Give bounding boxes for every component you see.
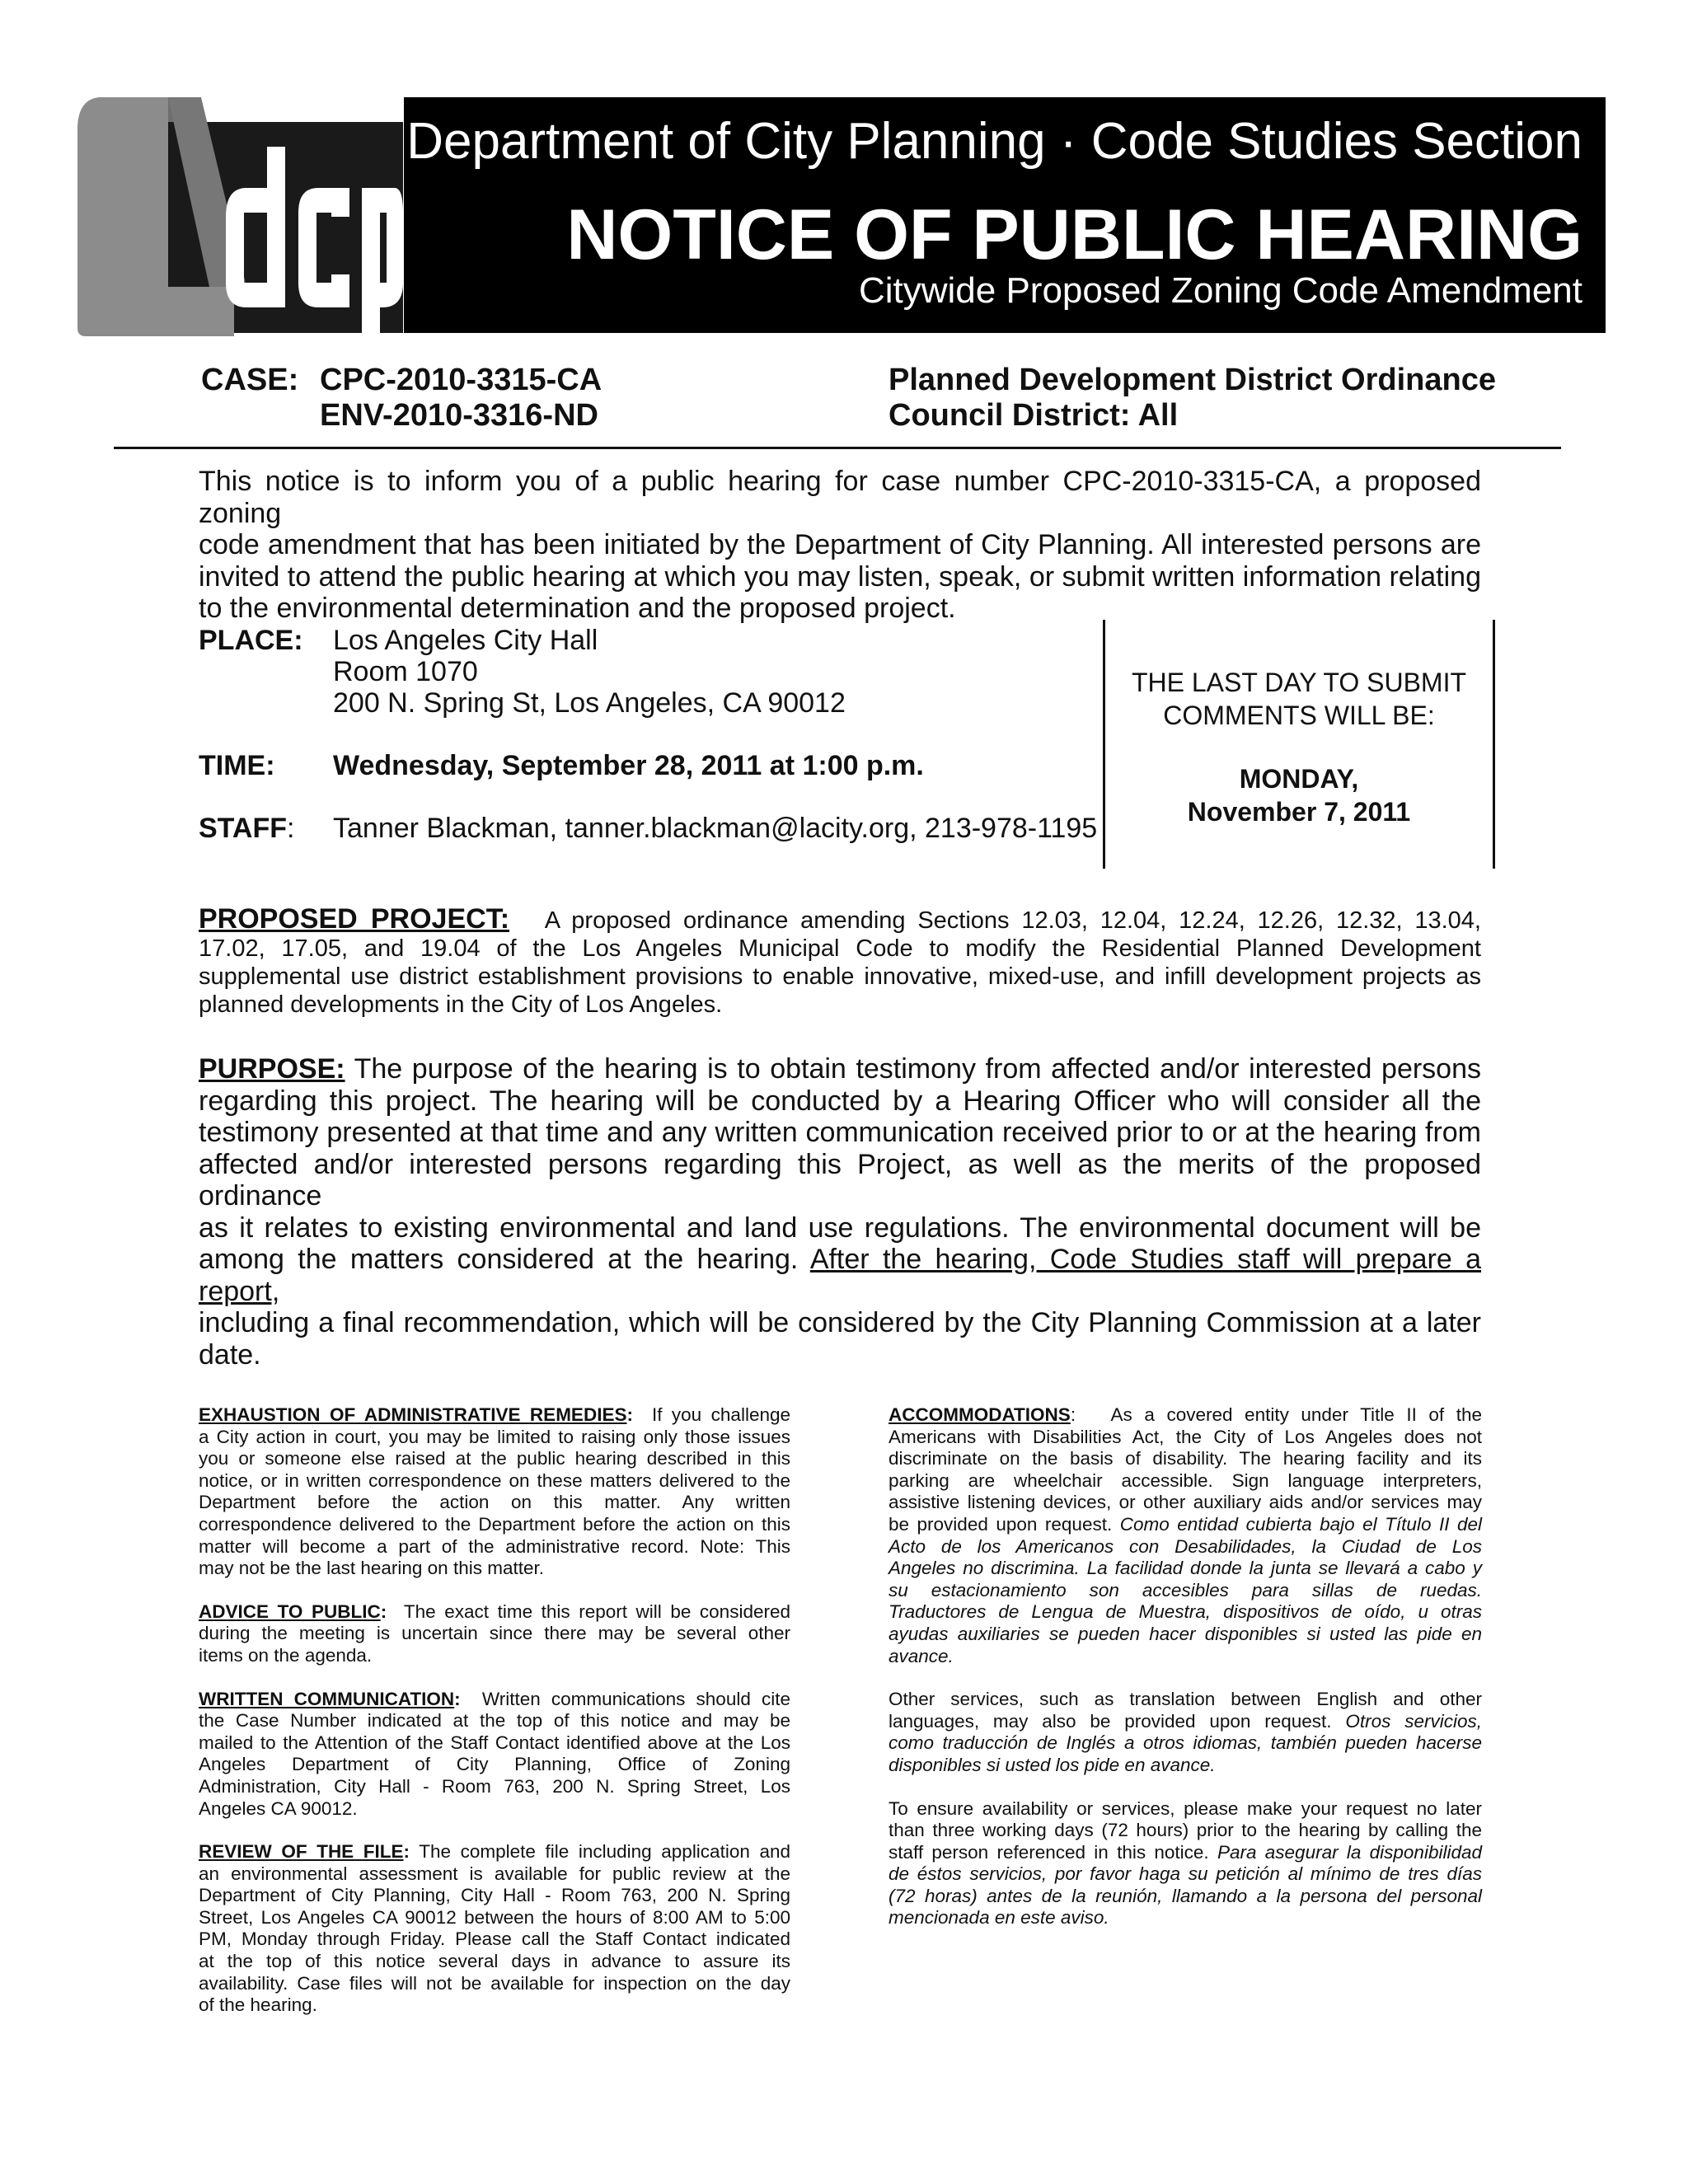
written-heading: WRITTEN COMMUNICATION [199,1688,455,1709]
other-services-line [889,1711,1482,1733]
proposed-project-text: A proposed ordinance amending Sections 12.03, 12.04, 12.24, 12.26, 12.32, 13.04, [544,907,1481,934]
proposed-project-paragraph [199,905,1481,1019]
accommodations-text: As a covered entity under Title II of the [1110,1404,1482,1425]
accommodations-line: assistive listening devices, or other auxiliary aids and/or services may [889,1492,1482,1513]
review-line: an environmental assessment is available for public review at the [199,1863,790,1884]
notice-subtitle: Citywide Proposed Zoning Code Amendment [858,270,1582,311]
place-label: PLACE: [199,625,303,656]
accommodations-line: Americans with Disabilities Act, the City of Los Angeles does not [889,1426,1482,1447]
other-services-spanish-line: como traducción de Inglés a otros idiomas, también pueden hacerse [889,1732,1482,1754]
purpose-line: regarding this project. The hearing will be conducted by a Hearing Officer who will consider all the [199,1085,1481,1117]
review-text: The complete file including application and [419,1841,790,1863]
accommodations-block [889,1404,1482,1667]
review-line: at the top of this notice several days in advance to assure its [199,1951,790,1972]
availability-text: staff person referenced in this notice. [889,1841,1217,1863]
exhaustion-text: If you challenge [651,1404,790,1425]
deadline-line-2: COMMENTS WILL BE: [1163,701,1435,730]
staff-colon: : [287,813,295,844]
accommodations-spanish-line: su estacionamiento son accesibles para sillas de ruedas. [889,1579,1482,1601]
exhaustion-line: may not be the last hearing on this matter. [199,1558,544,1579]
council-district: Council District: All [889,398,1179,433]
divider [114,447,1561,449]
ordinance-title: Planned Development District Ordinance [889,363,1496,397]
time-value: Wednesday, September 28, 2011 at 1:00 p.m. [333,750,924,781]
purpose-underlined-text: After the hearing, Code Studies staff will prepare a report, [199,1244,1481,1307]
accommodations-line: discriminate on the basis of disability. The hearing facility and its [889,1448,1482,1469]
accommodations-line [889,1514,1482,1536]
advice-first-line [199,1601,790,1624]
right-fine-print [889,1404,1482,1951]
purpose-line: date. [199,1338,261,1371]
exhaustion-line: a City action in court, you may be limited to raising only those issues [199,1426,790,1447]
accommodations-spanish-line: ayudas auxiliaries se pueden hacer disponibles si usted las pide en [889,1623,1482,1644]
purpose-line: affected and/or interested persons regarding this Project, as well as the merits of the proposed ordinance [199,1148,1481,1212]
other-services-spanish-line: disponibles si usted los pide en avance. [889,1754,1216,1775]
other-services-text: languages, may also be provided upon request. [889,1710,1346,1732]
availability-spanish-line: mencionada en este aviso. [889,1907,1109,1929]
advice-text: The exact time this report will be considered [403,1601,790,1622]
accommodations-first-line [889,1404,1482,1427]
proposed-project-line: planned developments in the City of Los Angeles. [199,991,723,1018]
staff-contact: Tanner Blackman, tanner.blackman@lacity.org, 213-978-1195 [333,813,1098,844]
purpose-line: including a final recommendation, which will be considered by the City Planning Commission at a later [199,1307,1481,1338]
intro-line: invited to attend the public hearing at which you may listen, speak, or submit written information relating [199,560,1481,593]
purpose-paragraph [199,1053,1481,1371]
review-heading: REVIEW OF THE FILE [199,1841,404,1863]
accommodations-spanish-line: Angeles no discrimina. La facilidad donde la junta se llevará a cabo y [889,1558,1482,1579]
deadline-line-1: THE LAST DAY TO SUBMIT [1131,668,1467,697]
place-line: Room 1070 [333,656,478,687]
availability-spanish-line: (72 horas) antes de la reunión, llamando a la persona del personal [889,1885,1482,1906]
review-line: Street, Los Angeles CA 90012 between the hours of 8:00 AM to 5:00 [199,1906,790,1928]
availability-block [889,1798,1482,1930]
accommodations-spanish-line: avance. [889,1645,954,1666]
accommodations-spanish: Como entidad cubierta bajo el Título II del [1119,1513,1482,1535]
review-first-line [199,1841,790,1863]
written-block [199,1689,790,1821]
review-line: PM, Monday through Friday. Please call the Staff Contact indicated [199,1929,790,1950]
intro-paragraph [199,466,1481,625]
exhaustion-heading: EXHAUSTION OF ADMINISTRATIVE REMEDIES [199,1404,627,1425]
deadline-day: MONDAY, [1239,764,1359,794]
accommodations-spanish-line: Traductores de Lengua de Muestra, dispositivos de oído, u otras [889,1601,1482,1623]
written-line: Angeles Department of City Planning, Office of Zoning [199,1754,790,1775]
staff-label: STAFF [199,813,288,844]
ladcp-logo [77,97,403,336]
intro-line: code amendment that has been initiated by the Department of City Planning. All interested persons are [199,529,1481,560]
availability-spanish: Para asegurar la disponibilidad [1217,1841,1482,1863]
advice-line: during the meeting is uncertain since there may be several other [199,1623,790,1644]
deadline-date: November 7, 2011 [1187,797,1411,827]
review-block [199,1841,790,2017]
availability-line: To ensure availability or services, please make your request no later [889,1797,1482,1819]
availability-line: than three working days (72 hours) prior to the hearing by calling the [889,1820,1482,1841]
written-first-line [199,1689,790,1711]
availability-spanish-line: de éstos servicios, por favor haga su petición al mínimo de tres días [889,1863,1482,1885]
accommodations-heading: ACCOMMODATIONS [889,1404,1071,1425]
other-services-line: Other services, such as translation between English and other [889,1689,1482,1710]
exhaustion-line: you or someone else raised at the public hearing described in this [199,1448,790,1469]
advice-block [199,1601,790,1667]
deadline-box [1103,620,1495,869]
time-label: TIME: [199,750,275,781]
written-line: mailed to the Attention of the Staff Contact identified above at the Los [199,1732,790,1753]
purpose-heading: PURPOSE: [199,1053,345,1085]
other-services-block [889,1689,1482,1776]
review-colon: : [403,1841,410,1863]
purpose-line [199,1244,1481,1307]
advice-line: items on the agenda. [199,1644,373,1666]
written-line: the Case Number indicated at the top of this notice and may be [199,1710,790,1732]
written-line: Angeles CA 90012. [199,1797,358,1819]
accommodations-line: parking are wheelchair accessible. Sign language interpreters, [889,1469,1482,1491]
header-banner [404,97,1606,333]
place-line: 200 N. Spring St, Los Angeles, CA 90012 [333,687,846,719]
availability-line [889,1842,1482,1864]
purpose-text: among the matters considered at the hearing. [199,1244,810,1275]
proposed-project-heading: PROPOSED PROJECT: [199,903,510,935]
department-name: Department of City Planning · Code Studies Section [406,113,1582,170]
exhaustion-colon: : [626,1404,633,1425]
review-line: availability. Case files will not be available for inspection on the day [199,1972,790,1994]
purpose-text: The purpose of the hearing is to obtain testimony from affected and/or interested persons [354,1053,1481,1085]
exhaustion-first-line [199,1404,790,1427]
purpose-first-line [199,1053,1481,1085]
purpose-line: as it relates to existing environmental and land use regulations. The environmental document will be [199,1212,1481,1244]
advice-heading: ADVICE TO PUBLIC [199,1601,381,1622]
accommodations-text: be provided upon request. [889,1513,1120,1535]
exhaustion-line: matter will become a part of the administrative record. Note: This [199,1535,790,1557]
notice-title: NOTICE OF PUBLIC HEARING [566,195,1582,274]
intro-line: to the environmental determination and the proposed project. [199,593,956,624]
exhaustion-line: notice, or in written correspondence on these matters delivered to the [199,1469,790,1491]
staff-label-wrap [199,813,294,845]
other-services-spanish: Otros servicios, [1345,1710,1482,1732]
left-fine-print [199,1404,790,2038]
accommodations-colon: : [1070,1404,1076,1425]
proposed-project-line: supplemental use district establishment provisions to enable innovative, mixed-use, and infill development projects as [199,963,1481,990]
advice-colon: : [380,1601,387,1622]
accommodations-spanish-line: Acto de los Americanos con Desabilidades, la Ciudad de Los [889,1535,1482,1557]
proposed-project-first-line [199,905,1481,935]
exhaustion-block [199,1404,790,1580]
case-number-2: ENV-2010-3316-ND [320,398,598,433]
written-colon: : [454,1688,461,1709]
place-line: Los Angeles City Hall [333,625,598,656]
intro-line: This notice is to inform you of a public hearing for case number CPC-2010-3315-CA, a proposed zoning [199,466,1481,529]
exhaustion-line: Department before the action on this matter. Any written [199,1492,790,1513]
proposed-project-line: 17.02, 17.05, and 19.04 of the Los Angeles Municipal Code to modify the Residential Planned Development [199,935,1481,962]
case-number-1: CPC-2010-3315-CA [320,363,603,397]
purpose-line: testimony presented at that time and any written communication received prior to or at the hearing from [199,1117,1481,1148]
review-line: Department of City Planning, City Hall - Room 763, 200 N. Spring [199,1885,790,1906]
written-text: Written communications should cite [481,1688,790,1709]
written-line: Administration, City Hall - Room 763, 200 N. Spring Street, Los [199,1775,790,1797]
exhaustion-line: correspondence delivered to the Department before the action on this [199,1513,790,1535]
review-line: of the hearing. [199,1994,317,2016]
case-label: CASE: [201,363,299,397]
